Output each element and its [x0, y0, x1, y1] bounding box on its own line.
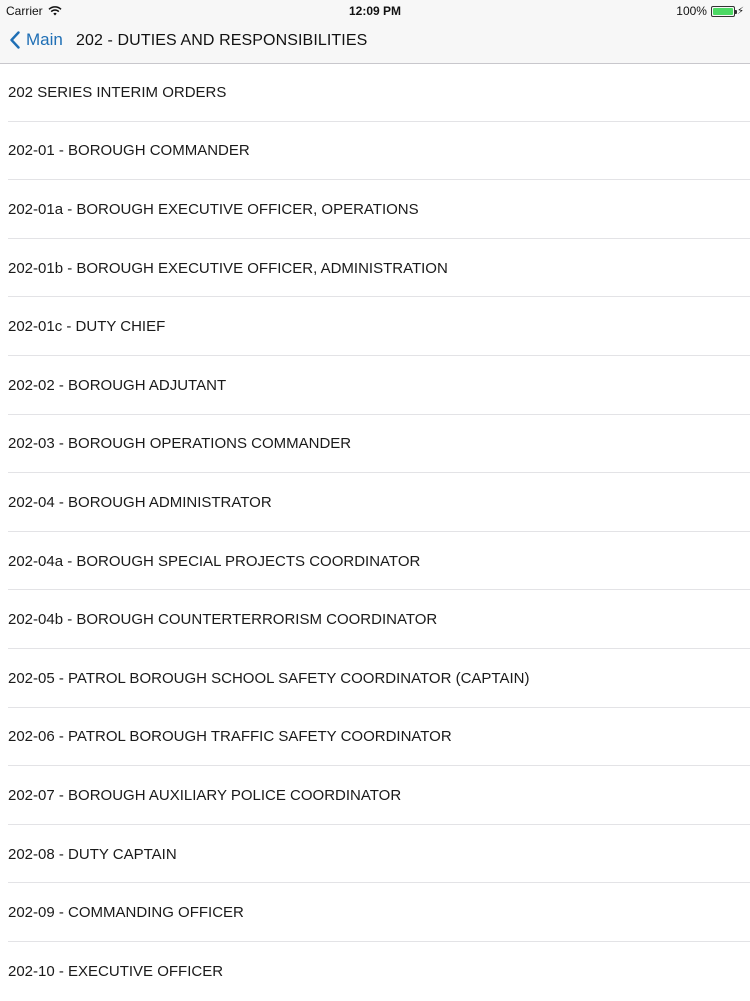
carrier-label: Carrier [6, 4, 43, 18]
clock: 12:09 PM [348, 4, 402, 18]
list-item-label: 202 SERIES INTERIM ORDERS [8, 83, 227, 101]
list-item[interactable] [0, 590, 750, 649]
list-item[interactable] [0, 63, 750, 122]
list-item-label: 202-04 - BOROUGH ADMINISTRATOR [8, 493, 272, 511]
list-item-label: 202-01a - BOROUGH EXECUTIVE OFFICER, OPERATIONS [8, 200, 419, 218]
list-item[interactable] [0, 532, 750, 591]
list-item-label: 202-01 - BOROUGH COMMANDER [8, 142, 250, 160]
list-item[interactable] [0, 473, 750, 532]
list-item[interactable] [0, 708, 750, 767]
chevron-left-icon [10, 31, 20, 49]
list-item-label: 202-07 - BOROUGH AUXILIARY POLICE COORDINATOR [8, 786, 402, 804]
list-item[interactable] [0, 942, 750, 1001]
list-item[interactable] [0, 239, 750, 298]
list-item-label: 202-05 - PATROL BOROUGH SCHOOL SAFETY COORDINATOR (CAPTAIN) [8, 669, 530, 687]
list-item-label: 202-01c - DUTY CHIEF [8, 318, 166, 336]
battery-tip [735, 10, 737, 14]
list-item-label: 202-04a - BOROUGH SPECIAL PROJECTS COORDINATOR [8, 552, 421, 570]
navigation-bar [0, 22, 750, 64]
status-right [676, 4, 744, 18]
list-item[interactable] [0, 825, 750, 884]
battery-fill [713, 8, 733, 15]
list-item[interactable] [0, 883, 750, 942]
section-list [0, 63, 750, 1001]
list-item-label: 202-09 - COMMANDING OFFICER [8, 904, 244, 922]
list-item-label: 202-02 - BOROUGH ADJUTANT [8, 376, 227, 394]
page-title: 202 - DUTIES AND RESPONSIBILITIES [76, 32, 368, 49]
bolt-icon: ⚡ [736, 5, 744, 17]
back-label: Main [26, 30, 63, 49]
list-item[interactable] [0, 766, 750, 825]
list-item[interactable] [0, 649, 750, 708]
list-item[interactable] [0, 180, 750, 239]
list-item[interactable] [0, 122, 750, 181]
list-item[interactable] [0, 356, 750, 415]
list-item-label: 202-10 - EXECUTIVE OFFICER [8, 962, 224, 980]
list-item-label: 202-01b - BOROUGH EXECUTIVE OFFICER, ADMINISTRATION [8, 259, 448, 277]
list-item-label: 202-08 - DUTY CAPTAIN [8, 845, 177, 863]
list-item-label: 202-06 - PATROL BOROUGH TRAFFIC SAFETY COORDINATOR [8, 728, 452, 746]
battery-percent: 100% [676, 4, 707, 18]
list-item[interactable] [0, 297, 750, 356]
list-item-label: 202-04b - BOROUGH COUNTERTERRORISM COORDINATOR [8, 611, 438, 629]
battery-icon [711, 6, 735, 17]
back-button[interactable] [10, 30, 63, 50]
status-bar [0, 0, 750, 22]
list-item-label: 202-03 - BOROUGH OPERATIONS COMMANDER [8, 435, 352, 453]
list-item[interactable] [0, 415, 750, 474]
